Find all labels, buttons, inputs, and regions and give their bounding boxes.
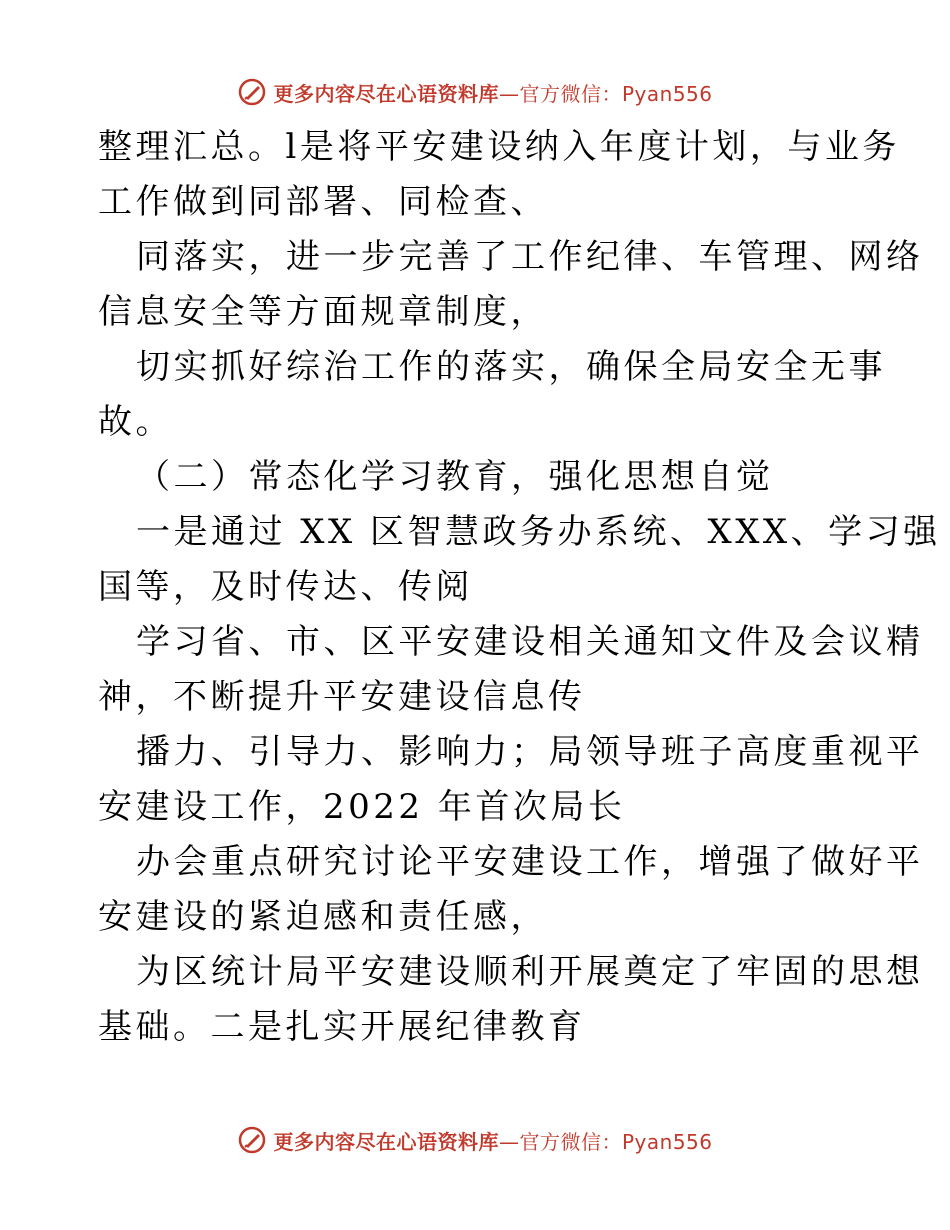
banner-title: 更多内容尽在心语资料库 bbox=[273, 1129, 499, 1154]
footer-watermark-banner bbox=[0, 1120, 950, 1160]
text-line: 切实抓好综治工作的落实，确保全局安全无事 bbox=[136, 347, 886, 387]
banner-title: 更多内容尽在心语资料库 bbox=[273, 81, 499, 106]
document-body bbox=[98, 120, 941, 1055]
text-line: 基础。二是扎实开展纪律教育 bbox=[98, 1007, 586, 1047]
section-heading: （二）常态化学习教育，强化思想自觉 bbox=[136, 457, 774, 497]
text-line: 工作做到同部署、同检查、 bbox=[98, 182, 548, 222]
banner-separator: — bbox=[498, 1129, 520, 1154]
text-line: 播力、引导力、影响力；局领导班子高度重视平 bbox=[136, 732, 924, 772]
banner-contact-id: Pyan556 bbox=[621, 81, 713, 106]
text-line: 安建设工作，2022 年首次局长 bbox=[98, 787, 626, 827]
banner-text bbox=[273, 1126, 712, 1155]
text-line: 为区统计局平安建设顺利开展奠定了牢固的思想 bbox=[136, 952, 924, 992]
text-line: 办会重点研究讨论平安建设工作，增强了做好平 bbox=[136, 842, 924, 882]
text-line: 整理汇总。l是将平安建设纳入年度计划，与业务 bbox=[98, 127, 900, 167]
text-line: 安建设的紧迫感和责任感， bbox=[98, 897, 548, 937]
quill-pen-logo-icon bbox=[237, 77, 267, 107]
banner-contact-label: 官方微信： bbox=[519, 1129, 622, 1154]
text-line: 故。 bbox=[98, 402, 173, 442]
banner-separator: — bbox=[498, 81, 520, 106]
text-line: 国等，及时传达、传阅 bbox=[98, 567, 473, 607]
banner-contact-label: 官方微信： bbox=[519, 81, 622, 106]
text-line: 学习省、市、区平安建设相关通知文件及会议精 bbox=[136, 622, 924, 662]
text-line: 神，不断提升平安建设信息传 bbox=[98, 677, 586, 717]
banner-text bbox=[273, 78, 712, 107]
quill-pen-logo-icon bbox=[237, 1125, 267, 1155]
header-watermark-banner bbox=[0, 72, 950, 112]
text-line: 一是通过 XX 区智慧政务办系统、XXX、学习强 bbox=[136, 512, 941, 552]
text-line: 信息安全等方面规章制度， bbox=[98, 292, 548, 332]
text-line: 同落实，进一步完善了工作纪律、车管理、网络 bbox=[136, 237, 924, 277]
banner-contact-id: Pyan556 bbox=[621, 1129, 713, 1154]
